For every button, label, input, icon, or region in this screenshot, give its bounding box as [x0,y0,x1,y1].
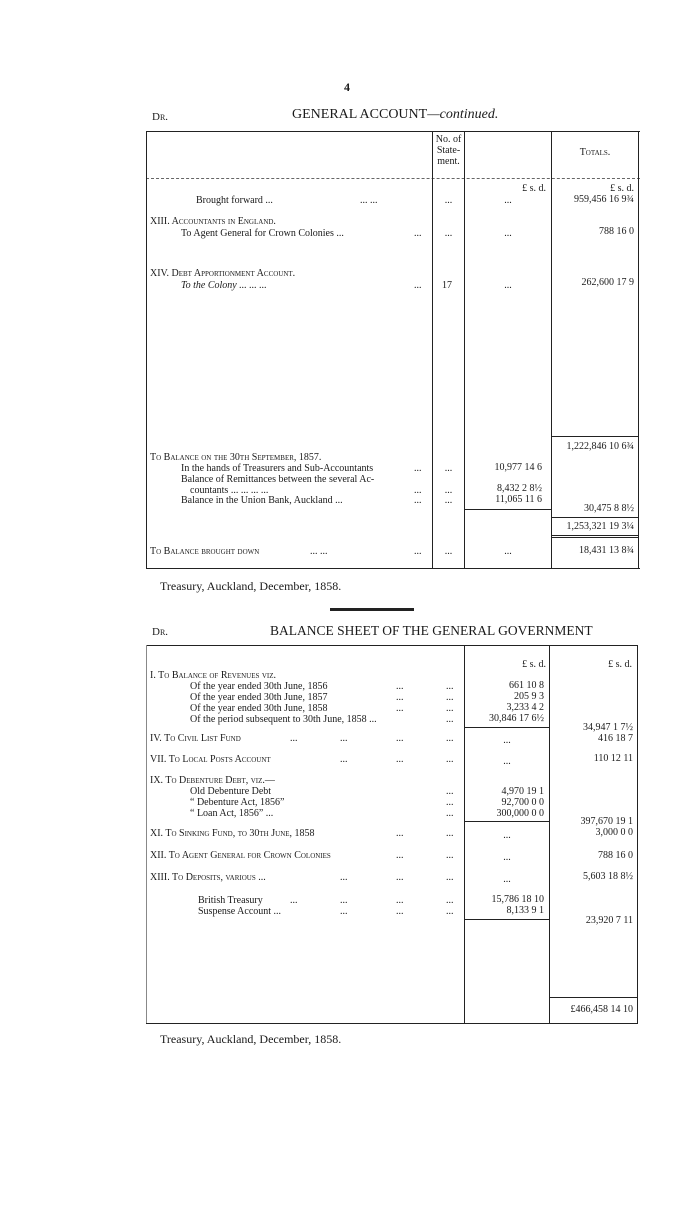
leader-dots: ... [414,495,422,506]
sum-rule [552,436,638,437]
british-treasury-label: British Treasury [198,895,263,906]
balance-union-bank-amt: 11,065 11 6 [495,494,542,505]
leader-dots: ... [446,786,454,797]
british-treasury-amt: 15,786 18 10 [491,894,544,905]
leader-dots: ... [396,733,404,744]
xiii-total: 788 16 0 [599,226,634,237]
leader-dots: ... [414,485,422,496]
leader-dots: ... [396,703,404,714]
balance-remittances-amt: 8,432 2 8½ [497,483,542,494]
col-header-totals: Totals. [579,147,611,158]
leader-dots: ... [414,280,422,291]
brought-forward-total: 959,456 16 9¾ [574,194,634,205]
leader-dots: ... [396,906,404,917]
leader-dots: ... [414,463,422,474]
treasury-note: Treasury, Auckland, December, 1858. [160,579,342,593]
amt-dots: ... [504,195,512,206]
i-line-subsequent: Of the period subsequent to 30th June, 1858 ... [190,714,377,725]
xiv-heading: XIV. Debt Apportionment Account. [150,268,296,279]
leader-dots: ... [396,850,404,861]
leader-dots: ... [446,850,454,861]
vii-total: 110 12 11 [593,753,633,764]
grand-rule-top [550,997,637,998]
section-title-continued: —continued. [427,107,499,122]
xi-total: 3,000 0 0 [595,827,633,838]
iv-total: 416 18 7 [598,733,633,744]
leader-dots: ... [446,828,454,839]
leader-dots: ... [340,754,348,765]
leader-dots: ... [446,808,454,819]
leader-dots: ... [340,733,348,744]
leader-dots: ... [396,681,404,692]
amt-dots: ... [503,852,511,863]
table-left-rule [146,645,147,1023]
xiv-statement-number: 17 [442,280,452,291]
i-line-1857: Of the year ended 30th June, 1857 [190,692,328,703]
balance-treasurers-amt: 10,977 14 6 [494,462,542,473]
section-title-main: GENERAL ACCOUNT [292,107,428,122]
grand-rule-top [552,517,638,518]
sub-sum-rule [465,509,551,510]
i-total: 34,947 1 7½ [583,722,633,733]
ix-heading: IX. To Debenture Debt, viz.— [150,775,275,786]
leader-dots: ... [446,681,454,692]
xi-label: XI. To Sinking Fund, to 30th June, 1858 [150,828,315,839]
col-rule-totals [549,645,550,1023]
i-line-1858: Of the year ended 30th June, 1858 [190,703,328,714]
leader-dots: ... [340,895,348,906]
section-title: BALANCE SHEET OF THE GENERAL GOVERNMENT [270,623,593,638]
deposits-total: 23,920 7 11 [585,915,633,926]
amt-dots: ... [504,228,512,239]
stmt-dots: ... [444,195,453,206]
i-line-1856: Of the year ended 30th June, 1856 [190,681,328,692]
page-number: 4 [344,80,350,94]
leader-dots: ... [446,714,454,725]
balance-remittances-line2: countants ... ... ... ... [190,485,269,496]
leader-dots: ... [446,754,454,765]
leader-dots: ... [396,828,404,839]
xiv-line: To the Colony ... ... ... [181,280,267,291]
balance-brought-down-total: 18,431 13 8¾ [579,545,634,556]
suspense-account-label: Suspense Account ... [198,906,282,917]
stmt-dots: ... [444,228,453,239]
amt-dots: ... [503,735,511,746]
balance-union-bank: Balance in the Union Bank, Auckland ... [181,495,343,506]
amt-dots: ... [503,874,511,885]
i-heading: I. To Balance of Revenues viz. [150,670,277,681]
leader-dots: ... [446,872,454,883]
table-bottom-rule [146,1023,638,1024]
balance-brought-down: To Balance brought down [150,546,260,557]
leader-dots: ... [290,895,298,906]
i-amt-1856: 661 10 8 [509,680,544,691]
table-top-rule [146,131,640,132]
amt-dots: ... [503,756,511,767]
ix-line-loan: “ Loan Act, 1856” ... [190,808,274,819]
amt-dots: ... [504,280,512,291]
suspense-account-amt: 8,133 9 1 [506,905,544,916]
ix-line-debenture: “ Debenture Act, 1856” [190,797,285,808]
table-right-rule [637,645,638,1023]
sub-sum-rule [465,727,549,728]
section-separator [330,608,414,611]
leader-dots: ... [414,546,422,557]
dr-label: Dr. [152,111,169,123]
xiii-line: To Agent General for Crown Colonies ... [181,228,344,239]
leader-dots: ... [340,872,348,883]
leader-dots: ... ... [360,195,378,206]
totals-lsd-header: £ s. d. [610,183,634,194]
leader-dots: ... ... [310,546,328,557]
dr-label: Dr. [152,626,169,638]
totals-lsd-header: £ s. d. [608,659,632,670]
vii-label: VII. To Local Posts Account [150,754,271,765]
xii-total: 788 16 0 [598,850,633,861]
sub-sum-rule [465,821,549,822]
grand-total: £466,458 14 10 [570,1004,633,1015]
iv-label: IV. To Civil List Fund [150,733,241,744]
balance-heading: To Balance on the 30th September, 1857. [150,452,322,463]
ix-amt-old: 4,970 19 1 [501,786,544,797]
leader-dots: ... [396,895,404,906]
leader-dots: ... [446,703,454,714]
leader-dots: ... [396,872,404,883]
stmt-dots: ... [444,463,453,474]
sub-sum-rule [465,919,549,920]
ix-amt-loan: 300,000 0 0 [496,808,544,819]
treasury-note: Treasury, Auckland, December, 1858. [160,1032,342,1046]
i-amt-1858: 3,233 4 2 [506,702,544,713]
table-header-rule [146,178,640,179]
leader-dots: ... [446,895,454,906]
col-header-statement: No. of State- ment. [435,134,462,167]
table-bottom-rule [146,568,640,569]
amount-lsd-header: £ s. d. [522,659,546,670]
amt-dots: ... [504,546,512,557]
i-amt-1857: 205 9 3 [514,691,544,702]
stmt-dots: ... [444,546,453,557]
amount-lsd-header: £ s. d. [522,183,546,194]
ix-amt-debenture: 92,700 0 0 [501,797,544,808]
ix-total: 397,670 19 1 [580,816,633,827]
leader-dots: ... [340,906,348,917]
xiii-total: 5,603 18 8½ [583,871,633,882]
i-amt-subsequent: 30,846 17 6½ [489,713,544,724]
leader-dots: ... [446,797,454,808]
leader-dots: ... [396,692,404,703]
section-title [292,107,498,123]
balance-remittances-line1: Balance of Remittances between the several Ac- [181,474,375,485]
xiii-label: XIII. To Deposits, various ... [150,872,266,883]
table-left-rule [146,131,147,568]
leader-dots: ... [290,733,298,744]
leader-dots: ... [414,228,422,239]
brought-forward-label: Brought forward ... [196,195,273,206]
leader-dots: ... [446,692,454,703]
balance-total: 30,475 8 8½ [584,503,634,514]
ix-line-old: Old Debenture Debt [190,786,272,797]
table-right-rule [638,131,639,568]
leader-dots: ... [396,754,404,765]
xiv-total: 262,600 17 9 [581,277,634,288]
sum-total: 1,222,846 10 6¾ [566,441,634,452]
table-top-rule [146,645,638,646]
balance-treasurers: In the hands of Treasurers and Sub-Accountants [181,463,374,474]
xii-label: XII. To Agent General for Crown Colonies [150,850,331,861]
stmt-dots: ... [444,495,453,506]
stmt-dots: ... [444,485,453,496]
leader-dots: ... [446,906,454,917]
amt-dots: ... [503,830,511,841]
grand-rule-bottom [552,535,638,536]
leader-dots: ... [446,733,454,744]
grand-rule-bottom-double [552,537,638,538]
xiii-heading: XIII. Accountants in England. [150,216,276,227]
grand-total: 1,253,321 19 3¼ [566,521,634,532]
